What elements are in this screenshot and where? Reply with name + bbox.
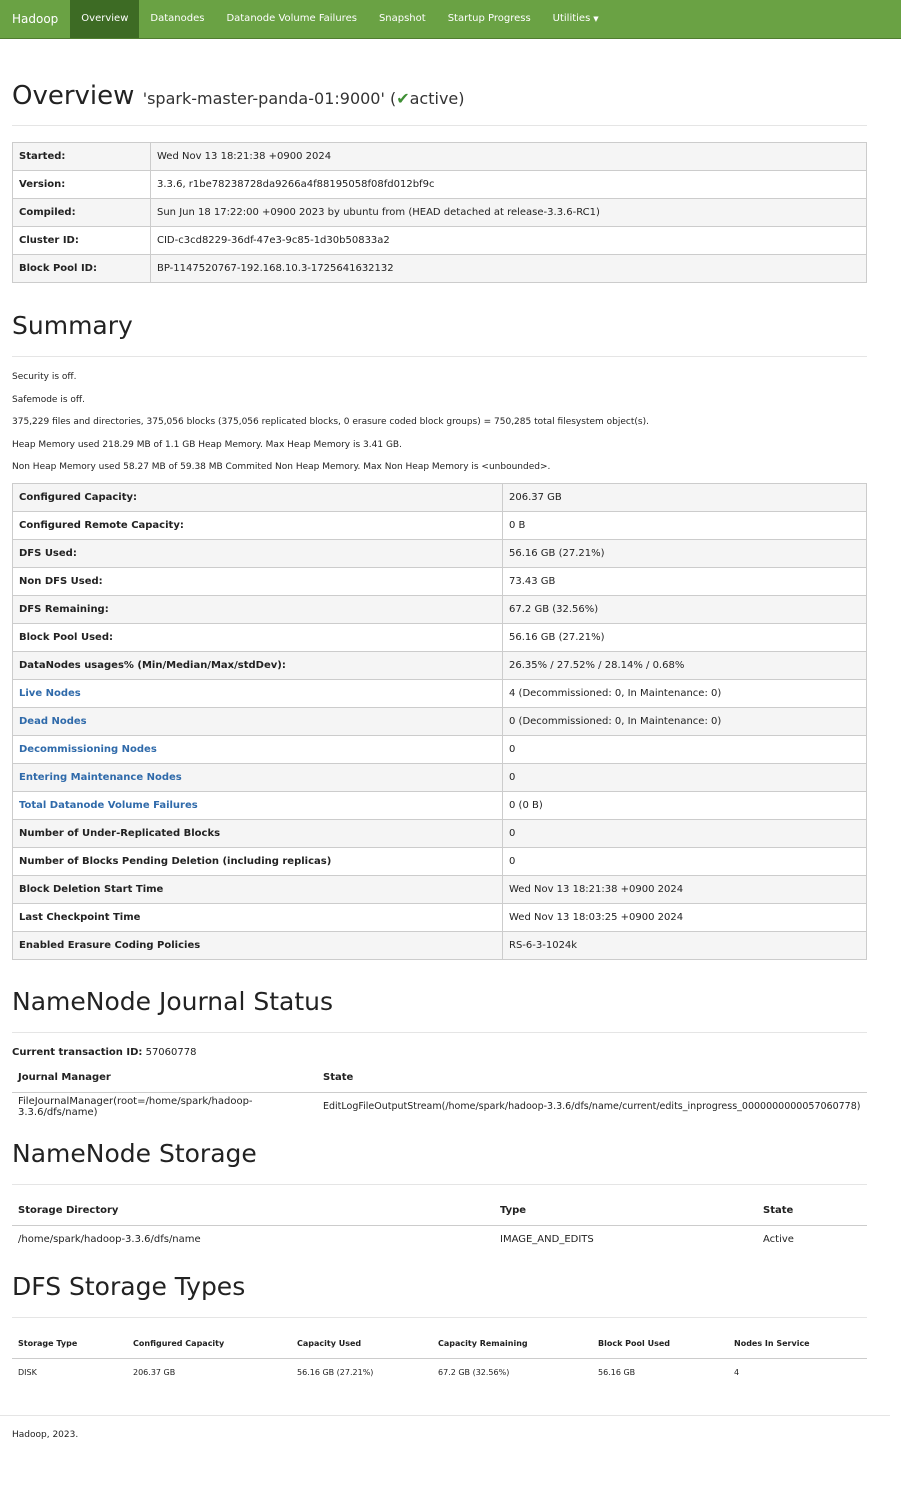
table-row [13,199,867,227]
nav-utilities-label: Utilities [552,13,591,24]
namenode-host: 'spark-master-panda-01:9000' [142,89,385,108]
top-navbar [0,0,901,39]
row-value: 56.16 GB (27.21%) [503,539,867,567]
row-label-cell [13,707,503,735]
divider [12,1317,867,1318]
row-label: Block Pool ID: [13,255,151,283]
table-row [13,847,867,875]
nav-datanodes[interactable]: Datanodes [150,13,205,24]
column-header: Configured Capacity [127,1330,291,1359]
non-heap-memory: Non Heap Memory used 58.27 MB of 59.38 MB Commited Non Heap Memory. Max Non Heap Memory is <unbounded>. [12,462,551,472]
table-cell: DISK [18,1368,37,1377]
row-value: Wed Nov 13 18:21:38 +0900 2024 [503,875,867,903]
row-value: 3.3.6, r1be78238728da9266a4f88195058f08fd012bf9c [151,171,867,199]
table-row [13,483,867,511]
row-value: 0 [503,735,867,763]
table-cell: 4 [734,1368,740,1377]
table-row [13,903,867,931]
table-cell: 56.16 GB [598,1368,636,1377]
check-icon: ✔ [396,89,410,108]
table-row [13,875,867,903]
row-label-cell [13,679,503,707]
table-header-row [12,1064,867,1093]
live-nodes-link[interactable]: Live Nodes [19,687,81,699]
row-label: DataNodes usages% (Min/Median/Max/stdDev): [13,651,503,679]
row-value: 0 [503,763,867,791]
row-label: Configured Remote Capacity: [13,511,503,539]
security-status: Security is off. [12,372,77,382]
namenode-state: active [409,89,459,108]
row-label: Number of Blocks Pending Deletion (including replicas) [13,847,503,875]
row-value: 56.16 GB (27.21%) [503,623,867,651]
divider [12,1032,867,1033]
table-header-row [12,1197,867,1226]
row-value: 0 [503,819,867,847]
row-label-cell [13,763,503,791]
txid-value: 57060778 [145,1046,197,1058]
row-value: 206.37 GB [503,483,867,511]
table-row [13,735,867,763]
decommissioning-nodes-link[interactable]: Decommissioning Nodes [19,743,157,755]
overview-subtitle [143,89,465,108]
chevron-down-icon: ▼ [593,15,599,23]
nav-startup-progress[interactable]: Startup Progress [447,13,531,24]
row-label: Block Pool Used: [13,623,503,651]
row-value: Wed Nov 13 18:03:25 +0900 2024 [503,903,867,931]
state-close: ) [458,89,465,108]
row-value: 0 [503,847,867,875]
table-row [13,623,867,651]
column-header: Block Pool Used [592,1330,728,1359]
nav-snapshot[interactable]: Snapshot [378,13,426,24]
row-value: CID-c3cd8229-36df-47e3-9c85-1d30b50833a2 [151,227,867,255]
table-row [13,227,867,255]
overview-title: Overview [12,81,135,111]
column-header: Storage Directory [12,1197,494,1226]
journal-heading: NameNode Journal Status [12,986,334,1016]
main-content [0,39,901,1387]
row-label: Configured Capacity: [13,483,503,511]
column-header: Capacity Used [291,1330,432,1359]
storage-heading: NameNode Storage [12,1138,257,1168]
summary-heading: Summary [12,311,133,340]
dfs-types-heading: DFS Storage Types [12,1271,246,1301]
table-row [13,791,867,819]
divider [12,356,867,357]
row-value: 0 (Decommissioned: 0, In Maintenance: 0) [503,707,867,735]
row-label: Cluster ID: [13,227,151,255]
row-label-cell [13,791,503,819]
table-row [12,1358,867,1387]
column-header: Nodes In Service [728,1330,867,1359]
table-row [13,651,867,679]
table-row [13,539,867,567]
nav-overview[interactable]: Overview [70,0,139,38]
row-value: BP-1147520767-192.168.10.3-1725641632132 [151,255,867,283]
table-row [13,763,867,791]
row-value: 67.2 GB (32.56%) [503,595,867,623]
table-row [13,143,867,171]
table-row [12,1225,867,1254]
row-value: Sun Jun 18 17:22:00 +0900 2023 by ubuntu from (HEAD detached at release-3.3.6-RC1) [151,199,867,227]
row-label: Started: [13,143,151,171]
row-value: 4 (Decommissioned: 0, In Maintenance: 0) [503,679,867,707]
row-label-cell [13,735,503,763]
row-value: Wed Nov 13 18:21:38 +0900 2024 [151,143,867,171]
table-row [13,679,867,707]
table-row [13,819,867,847]
overview-table [12,142,867,283]
row-label: Last Checkpoint Time [13,903,503,931]
divider [12,1184,867,1185]
footer-text: Hadoop, 2023. [12,1429,79,1440]
column-header: Storage Type [12,1330,127,1359]
heap-memory: Heap Memory used 218.29 MB of 1.1 GB Heap Memory. Max Heap Memory is 3.41 GB. [12,439,402,450]
brand-logo[interactable]: Hadoop [12,12,59,26]
dead-nodes-link[interactable]: Dead Nodes [19,715,87,727]
storage-table [12,1197,867,1254]
filesystem-objects: 375,229 files and directories, 375,056 blocks (375,056 replicated blocks, 0 erasure coded block groups) = 750,285 total filesystem object(s). [12,417,649,427]
column-header: State [317,1064,867,1093]
table-row [13,595,867,623]
row-label: Version: [13,171,151,199]
table-row [12,1092,867,1121]
volume-failures-link[interactable]: Total Datanode Volume Failures [19,799,198,811]
table-cell: 206.37 GB [133,1368,176,1377]
storage-directory: /home/spark/hadoop-3.3.6/dfs/name [18,1234,201,1245]
table-cell: 56.16 GB (27.21%) [297,1368,374,1377]
table-row [13,567,867,595]
row-label: DFS Used: [13,539,503,567]
row-label: Block Deletion Start Time [13,875,503,903]
journal-state: EditLogFileOutputStream(/home/spark/hadoop-3.3.6/dfs/name/current/edits_inprogress_0000000000057060778) [323,1101,861,1112]
row-label: Compiled: [13,199,151,227]
row-value: 0 B [503,511,867,539]
safemode-status: Safemode is off. [12,394,85,405]
row-value: 26.35% / 27.52% / 28.14% / 0.68% [503,651,867,679]
journal-manager: FileJournalManager(root=/home/spark/hadoop-3.3.6/dfs/name) [18,1095,253,1118]
table-row [13,931,867,959]
table-row [13,171,867,199]
page-title [12,39,867,111]
row-label: Number of Under-Replicated Blocks [13,819,503,847]
journal-table [12,1064,867,1121]
footer [0,1415,890,1454]
storage-state: Active [763,1234,794,1245]
entering-maintenance-link[interactable]: Entering Maintenance Nodes [19,771,182,783]
table-row [13,511,867,539]
nav-utilities[interactable] [542,0,610,38]
row-value: 0 (0 B) [503,791,867,819]
table-cell: 67.2 GB (32.56%) [438,1368,510,1377]
table-row [13,707,867,735]
column-header: Type [494,1197,757,1226]
nav-volume-failures[interactable]: Datanode Volume Failures [226,13,357,24]
row-label: DFS Remaining: [13,595,503,623]
storage-type: IMAGE_AND_EDITS [500,1234,594,1245]
row-label: Non DFS Used: [13,567,503,595]
summary-table [12,483,867,960]
transaction-id [12,1047,867,1058]
column-header: State [757,1197,867,1226]
row-value: RS-6-3-1024k [503,931,867,959]
column-header: Capacity Remaining [432,1330,592,1359]
dfs-storage-types-table [12,1330,867,1387]
row-label: Enabled Erasure Coding Policies [13,931,503,959]
column-header: Journal Manager [12,1064,317,1093]
row-value: 73.43 GB [503,567,867,595]
table-header-row [12,1330,867,1359]
txid-label: Current transaction ID: [12,1046,143,1058]
divider [12,125,867,126]
table-row [13,255,867,283]
state-open: ( [389,89,397,108]
